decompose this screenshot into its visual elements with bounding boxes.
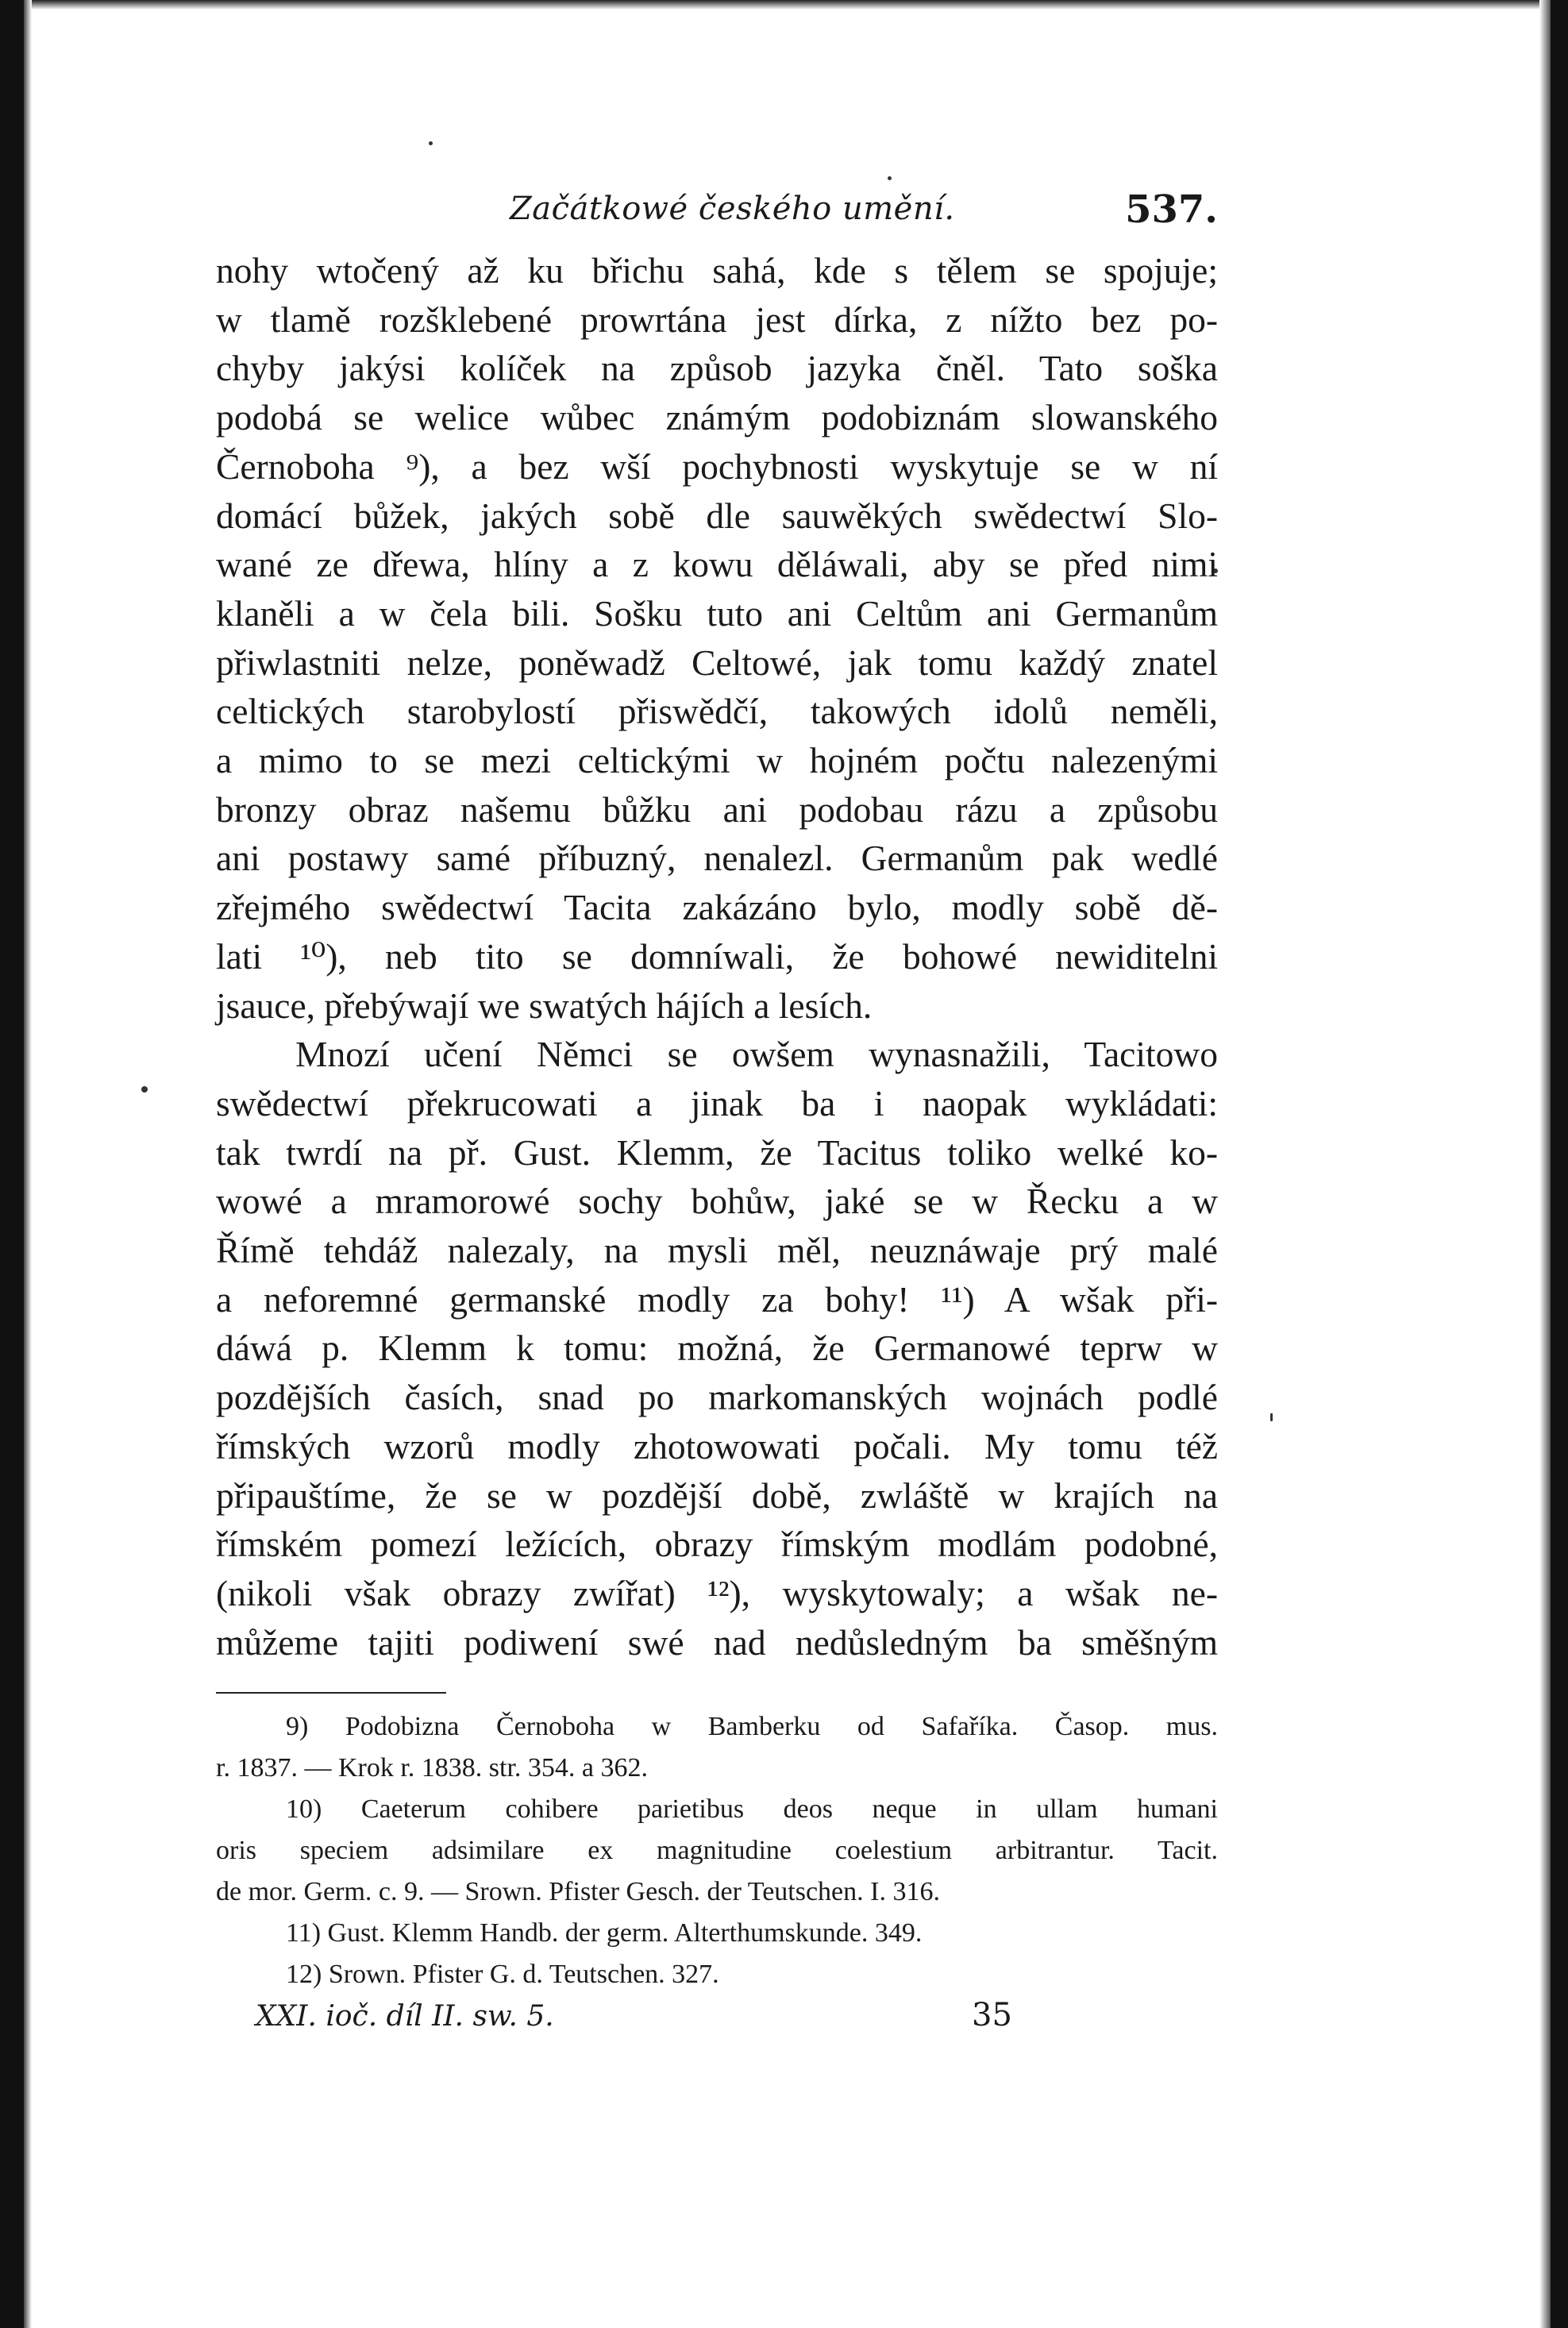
text-line: římském pomezí ležících, obrazy římským modlám podobné, <box>216 1524 1218 1565</box>
scan-border-left-shadow <box>24 0 32 2328</box>
footnote-10-cont: oris speciem adsimilare ex magnitudine coelestium arbitrantur. Tacit. <box>216 1836 1218 1866</box>
text-line: podobá se welice wůbec známým podobiznám slowanského <box>216 397 1218 438</box>
text-line: nohy wtočený až ku břichu sahá, kde s tělem se spojuje; <box>216 250 1218 291</box>
text-line: můžeme tajiti podiwení swé nad nedůsledným ba směšným <box>216 1621 1218 1663</box>
text-line: domácí bůžek, jakých sobě dle sauwěkých swědectwí Slo- <box>216 495 1218 536</box>
text-line: wowé a mramorowé sochy bohůw, jaké se w Řecku a w <box>216 1181 1218 1222</box>
running-title: Začátkowé českého umění. <box>510 191 955 227</box>
footnotes <box>216 1706 1218 1995</box>
scan-speck <box>429 141 433 145</box>
footnote-10-cont: de mor. Germ. c. 9. — Srown. Pfister Gesch. der Teutschen. I. 316. <box>216 1877 940 1907</box>
text-line: ani postawy samé příbuzný, nenalezl. Germanům pak wedlé <box>216 838 1218 879</box>
text-line: bronzy obraz našemu bůžku ani podobau rázu a způsobu <box>216 788 1218 830</box>
scan-speck <box>888 176 892 180</box>
text-line: pozdějších časích, snad po markomanských wojnách podlé <box>216 1377 1218 1418</box>
running-head <box>216 187 1218 246</box>
scan-border-right-shadow <box>1539 0 1551 2328</box>
text-line: připauštíme, že se w pozdější době, zwláště w krajích na <box>216 1474 1218 1516</box>
text-line: dáwá p. Klemm k tomu: možná, že Germanowé teprw w <box>216 1328 1218 1369</box>
text-line: (nikoli však obrazy zwířat) ¹²), wyskytowaly; a wšak ne- <box>216 1572 1218 1613</box>
text-line: přiwlastniti nelze, poněwadž Celtowé, jak tomu každý znatel <box>216 642 1218 683</box>
text-line: a mimo to se mezi celtickými w hojném počtu nalezenými <box>216 740 1218 781</box>
body-text <box>216 246 1218 1667</box>
footnote-rule <box>216 1692 446 1694</box>
scan-speck <box>141 1086 148 1093</box>
text-line: lati ¹⁰), neb tito se domníwali, že bohowé newiditelni <box>216 935 1218 977</box>
text-line: Černoboha ⁹), a bez wší pochybnosti wyskytuje se w ní <box>216 445 1218 487</box>
text-line: wané ze dřewa, hlíny a z kowu děláwali, aby se před nimi <box>216 544 1218 585</box>
signature-line <box>216 1997 1218 2048</box>
text-line: a neforemné germanské modly za bohy! ¹¹) A wšak při- <box>216 1278 1218 1320</box>
page <box>216 187 1218 2048</box>
footnote-9: 9) Podobizna Černoboha w Bamberku od Safaříka. Časop. mus. <box>286 1712 1218 1742</box>
text-line: zřejmého swědectwí Tacita zakázáno bylo, modly sobě dě- <box>216 887 1218 928</box>
footnote-11: 11) Gust. Klemm Handb. der germ. Alterthumskunde. 349. <box>286 1918 923 1948</box>
scan-border-right <box>1551 0 1568 2328</box>
text-line: tak twrdí na př. Gust. Klemm, že Tacitus toliko welké ko- <box>216 1131 1218 1173</box>
text-line: klaněli a w čela bili. Sošku tuto ani Celtům ani Germanům <box>216 592 1218 634</box>
text-line: celtických starobylostí přiswědčí, takowých idolů neměli, <box>216 691 1218 732</box>
text-line: římských wzorů modly zhotowowati počali. My tomu též <box>216 1425 1218 1467</box>
scan-border-left <box>0 0 24 2328</box>
text-line-paragraph-start: Mnozí učení Němci se owšem wynasnažili, Tacitowo <box>295 1034 1218 1075</box>
footnote-9-cont: r. 1837. — Krok r. 1838. str. 354. a 362. <box>216 1753 648 1783</box>
text-line: swědectwí překrucowati a jinak ba i naopak wykládati: <box>216 1082 1218 1124</box>
footnote-10: 10) Caeterum cohibere parietibus deos neque in ullam humani <box>286 1794 1218 1825</box>
scan-border-top <box>0 0 1568 10</box>
printer-signature: XXI. ioč. díl II. sw. 5. <box>256 2000 554 2033</box>
signature-number: 35 <box>972 1997 1012 2034</box>
text-line: Římě tehdáž nalezaly, na mysli měl, neuznáwaje prý malé <box>216 1230 1218 1271</box>
scan-speck <box>1270 1413 1273 1421</box>
text-line: w tlamě rozšklebené prowrtána jest dírka, z nížto bez po- <box>216 299 1218 340</box>
footnote-12: 12) Srown. Pfister G. d. Teutschen. 327. <box>286 1960 719 1990</box>
page-number: 537. <box>1125 187 1218 232</box>
text-line-paragraph-end: jsauce, přebýwají we swatých hájích a lesích. <box>216 985 873 1026</box>
text-line: chyby jakýsi kolíček na způsob jazyka čněl. Tato soška <box>216 348 1218 389</box>
